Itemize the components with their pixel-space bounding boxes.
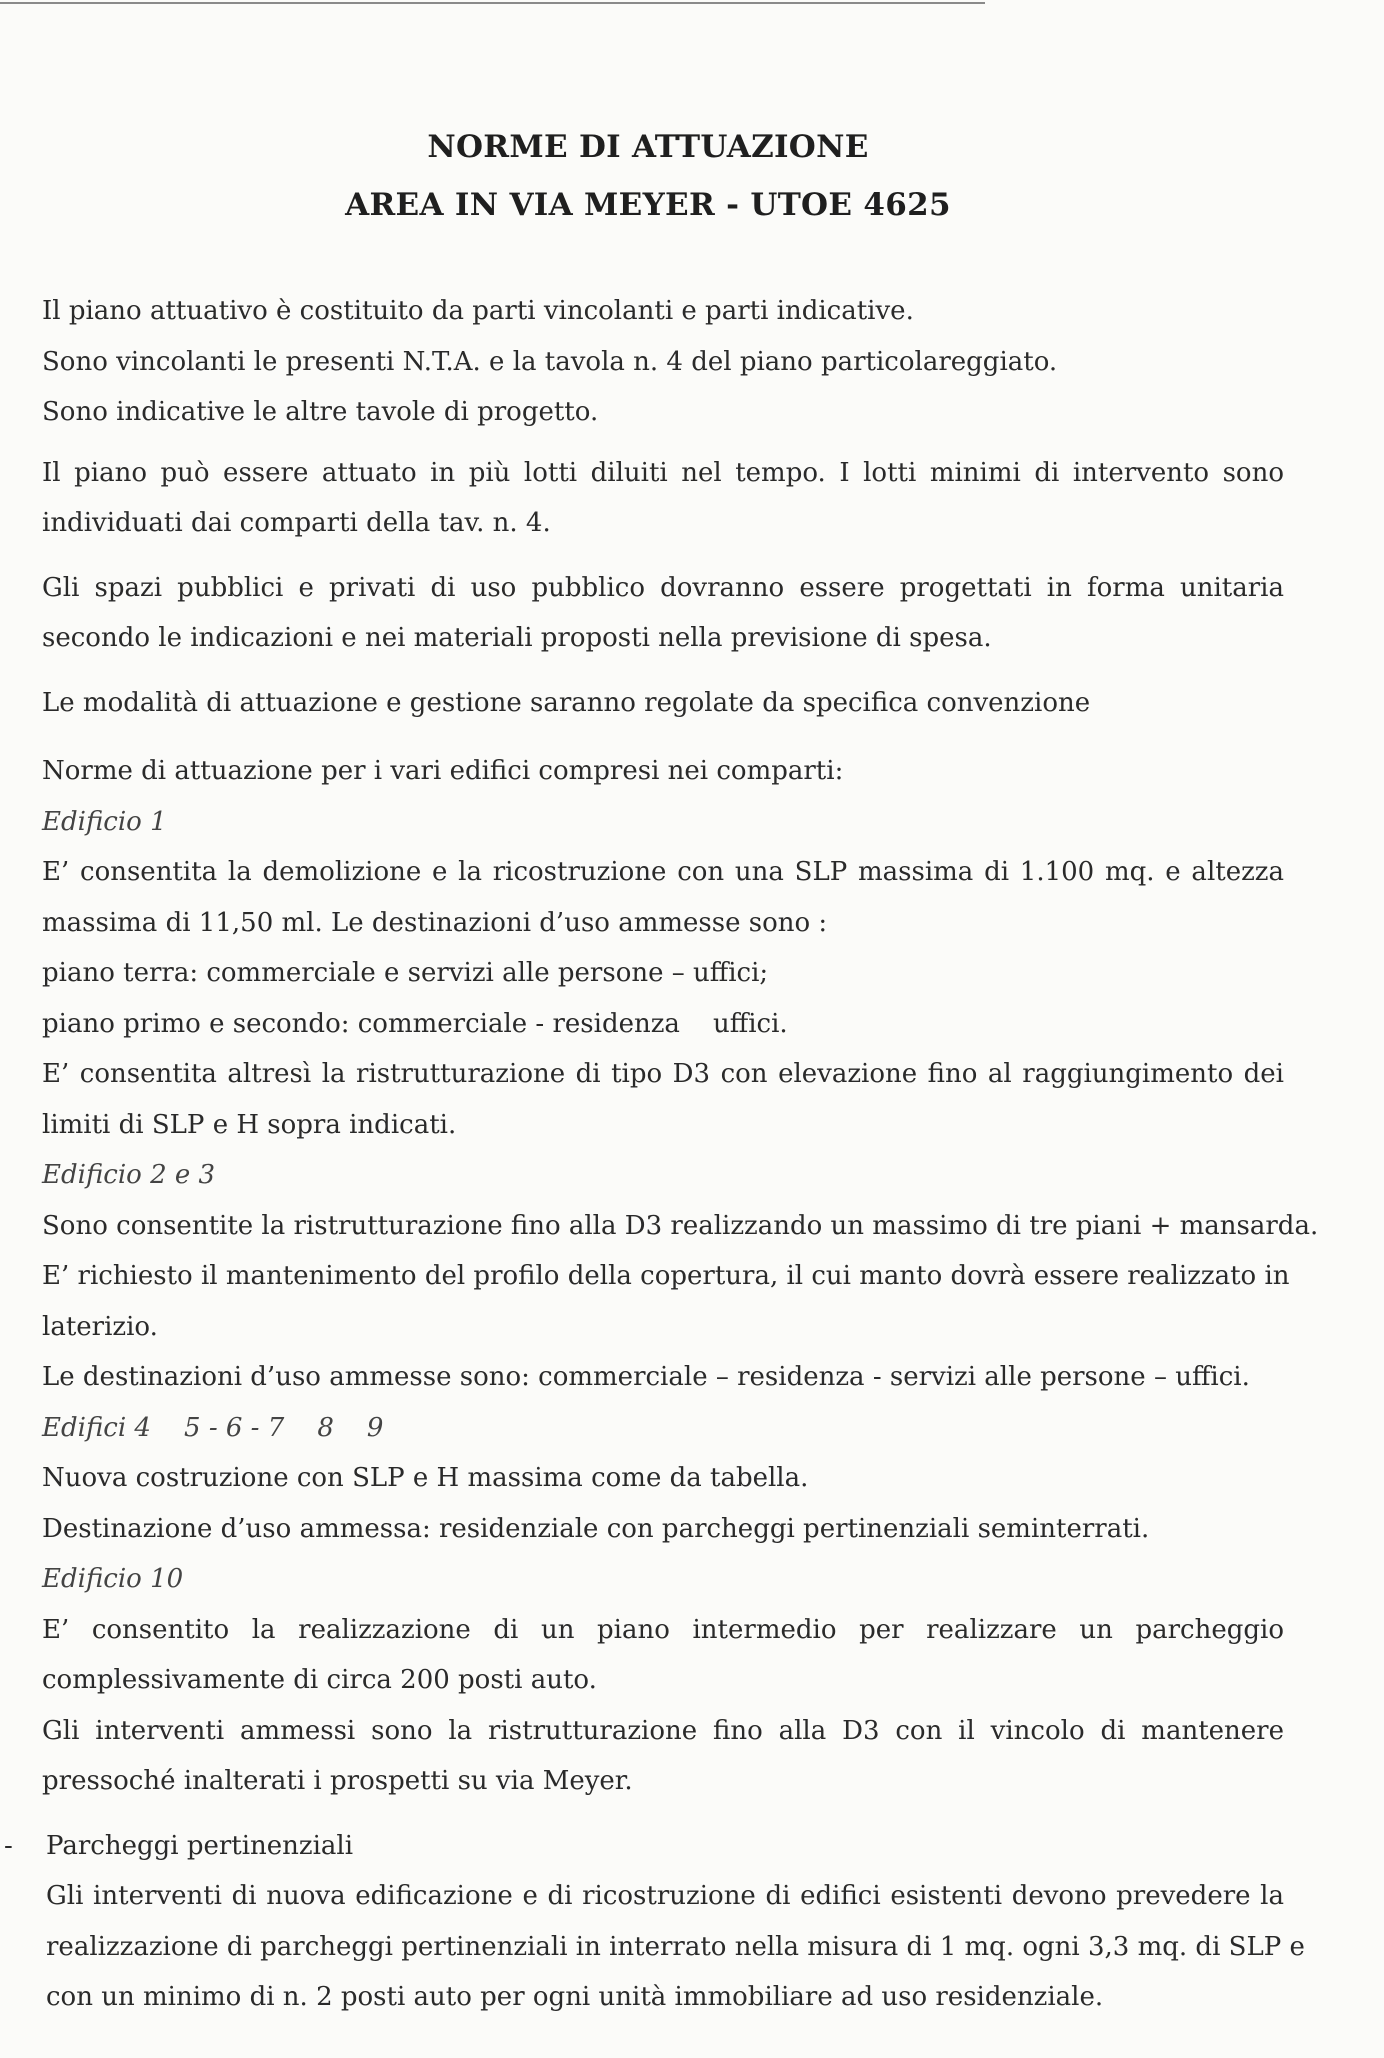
title-line-2: AREA IN VIA MEYER - UTOE 4625 [345,187,951,223]
edificio-10-heading: Edificio 10 [42,1564,184,1594]
text-line: E’ consentita la demolizione e la ricostruzione con una SLP massima di 1.100 mq. e altezza [42,857,1284,887]
text-line: Il piano può essere attuato in più lotti diluiti nel tempo. I lotti minimi di intervento sono [42,457,1284,488]
text-line: secondo le indicazioni e nei materiali proposti nella previsione di spesa. [42,623,992,653]
text-line: Gli interventi di nuova edificazione e di ricostruzione di edifici esistenti devono prevedere la [46,1881,1284,1911]
text-line: Le modalità di attuazione e gestione saranno regolate da specifica convenzione [42,687,1091,718]
section-norme [42,746,1319,1807]
text-line: laterizio. [42,1311,158,1342]
paragraph-spazi [42,563,1284,664]
text-line: E’ consentito la realizzazione di un piano intermedio per realizzare un parcheggio [42,1614,1284,1645]
text-line: piano terra: commerciale e servizi alle persone – uffici; [42,958,769,988]
text-line: E’ richiesto il mantenimento del profilo della copertura, il cui manto dovrà essere realizzato in [42,1261,1290,1291]
text-line: Gli interventi ammessi sono la ristrutturazione fino alla D3 con il vincolo di mantenere [42,1715,1284,1746]
text-line: Norme di attuazione per i vari edifici compresi nei comparti: [42,756,844,786]
text-line: Destinazione d’uso ammessa: residenziale con parcheggi pertinenziali seminterrati. [42,1513,1150,1544]
edifici-4-9-heading: Edifici 4 5 - 6 - 7 8 9 [42,1412,384,1443]
text-line: realizzazione di parcheggi pertinenziali in interrato nella misura di 1 mq. ogni 3,3 mq. di SLP e [46,1931,1305,1962]
edificio-2-3-heading: Edificio 2 e 3 [42,1160,216,1190]
text-line: Il piano attuativo è costituito da parti vincolanti e parti indicative. [42,296,914,326]
title-line-1: NORME DI ATTUAZIONE [427,129,869,165]
paragraph-intro [42,286,1284,438]
text-line: Sono indicative le altre tavole di progetto. [42,397,599,427]
parcheggi-heading: Parcheggi pertinenziali [46,1830,354,1861]
section-parcheggi [4,1821,1305,2023]
text-line: complessivamente di circa 200 posti auto. [42,1665,597,1695]
parcheggi-heading-row [4,1821,1284,1872]
text-line: limiti di SLP e H sopra indicati. [42,1109,457,1140]
paragraph-modalita [42,678,1284,729]
top-rule [0,2,985,4]
text-line: Nuova costruzione con SLP e H massima come da tabella. [42,1463,809,1493]
paragraph-lotti [42,448,1284,549]
text-line: con un minimo di n. 2 posti auto per ogni unità immobiliare ad uso residenziale. [46,1982,1104,2012]
document-page [4,118,1319,2023]
text-line: E’ consentita altresì la ristrutturazione di tipo D3 con elevazione fino al raggiungimento dei [42,1059,1284,1089]
edificio-1-heading: Edificio 1 [42,806,167,837]
text-line: Gli spazi pubblici e privati di uso pubblico dovranno essere progettati in forma unitaria [42,572,1284,603]
text-line: piano primo e secondo: commerciale - residenza uffici. [42,1008,788,1039]
text-line: Sono vincolanti le presenti N.T.A. e la tavola n. 4 del piano particolareggiato. [42,346,1058,377]
list-dash: - [4,1830,13,1861]
text-line: individuati dai comparti della tav. n. 4. [42,508,551,538]
title-block [42,118,1284,234]
text-line: Sono consentite la ristrutturazione fino alla D3 realizzando un massimo di tre piani + mansarda. [42,1210,1319,1241]
text-line: Le destinazioni d’uso ammesse sono: commerciale – residenza - servizi alle persone – uffici. [42,1362,1250,1392]
text-line: pressoché inalterati i prospetti su via Meyer. [42,1766,633,1796]
text-line: massima di 11,50 ml. Le destinazioni d’uso ammesse sono : [42,907,828,938]
